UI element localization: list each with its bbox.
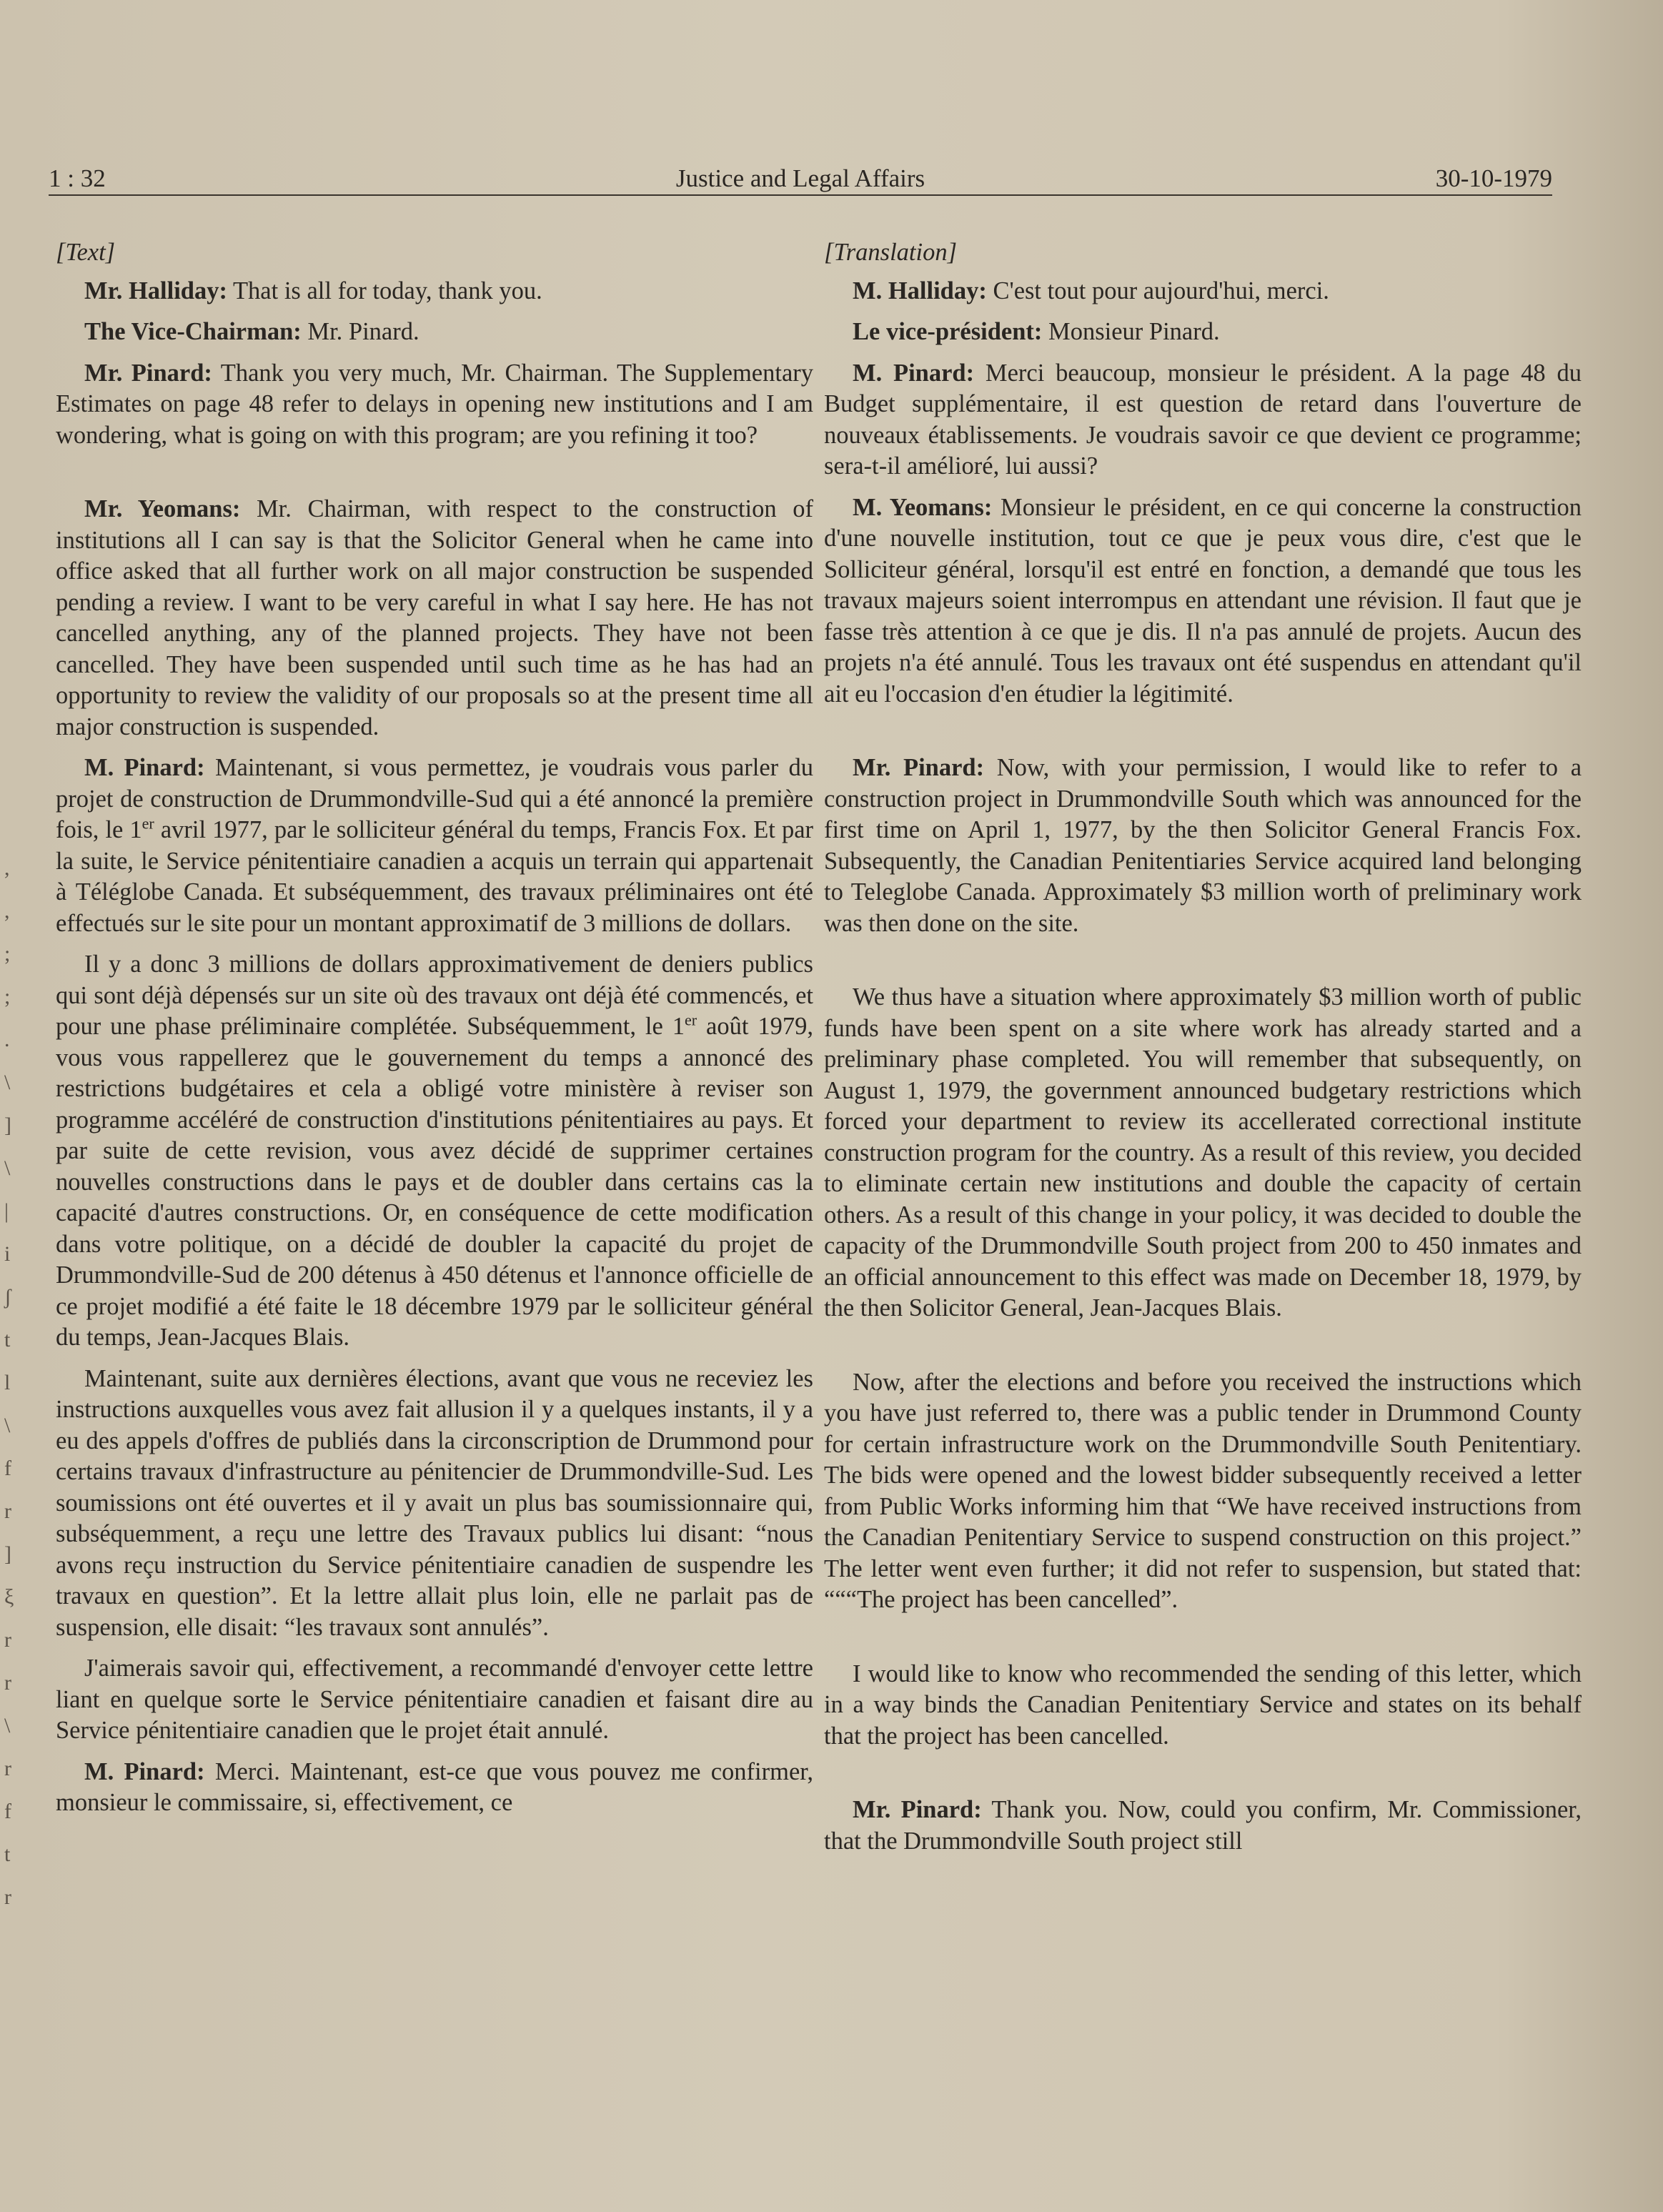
- left-column: [56, 237, 813, 1829]
- paragraph: Mr. Pinard: Thank you. Now, could you confirm, Mr. Commissioner, that the Drummondville South project still: [824, 1796, 1582, 1855]
- paragraph: M. Pinard: Maintenant, si vous permettez, je voudrais vous parler du projet de construction de Drummondville-Sud qui a été annoncé la première fois, le 1er avril 1977, par le solliciteur général du temps, Francis Fox. Et par la suite, le Service pénitentiaire canadien a acquis un terrain qui appartenait à Téléglobe Canada. Et subséquemment, des travaux préliminaires ont été effectués sur le site pour un montant approximatif de 3 millions de dollars.: [56, 754, 813, 937]
- page-number: 1 : 32: [49, 164, 106, 192]
- speaker: M. Yeomans:: [853, 493, 993, 521]
- speaker: Mr. Pinard:: [84, 359, 212, 387]
- speaker: Mr. Yeomans:: [84, 495, 241, 522]
- paragraph: J'aimerais savoir qui, effectivement, a recommandé d'envoyer cette lettre liant en quelque sorte le Service pénitentiaire canadien et faisant dire au Service pénitentiaire canadien que le projet était annulé.: [56, 1655, 813, 1744]
- column-tag: [Translation]: [824, 239, 958, 266]
- paragraph: Le vice-président: Monsieur Pinard.: [853, 318, 1220, 345]
- paragraph: We thus have a situation where approximately $3 million worth of public funds have been spent on a site where work has already started and a preliminary phase completed. You will remember that subsequently, on August 1, 1979, the government announced budgetary restrictions which forced your department to review its accellerated correctional institute construction program for the country. As a result of this review, you decided to eliminate certain new institutions and double the capacity of certain others. As a result of this change in your policy, it was decided to double the capacity of the Drummondville South project from 200 to 450 inmates and an official announcement to this effect was made on December 18, 1979, by the then Solicitor General, Jean-Jacques Blais.: [824, 983, 1582, 1321]
- paragraph: Mr. Yeomans: Mr. Chairman, with respect to the construction of institutions all I can say is that the Solicitor General when he came into office asked that all further work on all major construction be suspended pending a review. I want to be very careful in what I say here. He has not cancelled anything, any of the planned projects. They have not been cancelled. They have been suspended until such time as he has had an opportunity to review the validity of our proposals so at the present time all major construction is suspended.: [56, 495, 813, 740]
- speaker: Mr. Halliday:: [84, 277, 227, 304]
- speaker: M. Pinard:: [853, 359, 975, 387]
- running-header: [49, 163, 1552, 196]
- paragraph: Mr. Pinard: Now, with your permission, I would like to refer to a construction project in Drummondville South which was announced for the first time on April 1, 1977, by the then Solicitor General Francis Fox. Subsequently, the Canadian Penitentiaries Service acquired land belonging to Teleglobe Canada. Approximately $3 million worth of preliminary work was then done on the site.: [824, 754, 1582, 937]
- header-title: Justice and Legal Affairs: [675, 164, 925, 192]
- paragraph: Now, after the elections and before you received the instructions which you have just referred to, there was a public tender in Drummond County for certain infrastructure work on the Drummondville South Penitentiary. The bids were opened and the lowest bidder subsequently received a letter from Public Works informing him that “We have received instructions from the Canadian Penitentiary Service to suspend construction on this project.” The letter went even further; it did not refer to suspension, but stated that: “““The project has been cancelled”.: [824, 1368, 1582, 1613]
- speaker: Mr. Pinard:: [853, 754, 985, 781]
- paragraph: M. Pinard: Merci beaucoup, monsieur le président. A la page 48 du Budget supplémentaire, il est question de retard dans l'ouverture de nouveaux établissements. Je voudrais savoir ce que devient ce programme; sera-t-il amélioré, lui aussi?: [824, 359, 1582, 480]
- speaker: The Vice-Chairman:: [84, 318, 302, 345]
- speaker: M. Pinard:: [84, 1757, 205, 1785]
- paragraph: M. Pinard: Merci. Maintenant, est-ce que vous pouvez me confirmer, monsieur le commissaire, si, effectivement, ce: [56, 1757, 814, 1816]
- paragraph: Mr. Pinard: Thank you very much, Mr. Chairman. The Supplementary Estimates on page 48 refer to delays in opening new institutions and I am wondering, what is going on with this program; are you refining it too?: [56, 359, 814, 449]
- paragraph: M. Yeomans: Monsieur le président, en ce qui concerne la construction d'une nouvelle institution, tout ce que je peux vous dire, c'est que le Solliciteur général, lorsqu'il est entré en fonction, a demandé que tous les travaux majeurs soient interrompus en attendant une révision. Il faut que je fasse très attention à ce que je dis. Il n'a pas annulé de projets. Aucun des projets n'a été annulé. Tous les travaux ont été suspendus en attendant qu'il ait eu l'occasion d'en étudier la légitimité.: [824, 493, 1582, 708]
- speaker: M. Halliday:: [853, 277, 987, 304]
- paragraph: I would like to know who recommended the sending of this letter, which in a way binds the Canadian Penitentiary Service and states on its behalf that the project has been cancelled.: [824, 1660, 1582, 1750]
- paragraph: Maintenant, suite aux dernières élections, avant que vous ne receviez les instructions auxquelles vous avez fait allusion il y a quelques instants, il y a eu des appels d'offres de publiés dans la circonscription de Drummond pour certains travaux d'infrastructure au pénitencier de Drummondville-Sud. Les soumissions ont été ouvertes et il y avait un plus bas soumissionnaire qui, subséquemment, a reçu une lettre des Travaux publics lui disant: “nous avons reçu instruction du Service pénitentiaire canadien de suspendre les travaux en question”. Et la lettre allait plus loin, elle ne parlait pas de suspension, elle disait: “les travaux sont annulés”.: [56, 1364, 813, 1641]
- right-column: [824, 237, 1582, 1867]
- paragraph: Il y a donc 3 millions de dollars approximativement de deniers publics qui sont déjà dépensés sur un site où des travaux ont déjà été commencés, et pour une phase préliminaire complétée. Subséquemment, le 1er août 1979, vous vous rappellerez que le gouvernement du temps a annoncé des restrictions budgétaires et cela a obligé votre ministère à reviser son programme accéléré de construction d'institutions pénitentiaires au pays. Et par suite de cette revision, vous avez décidé de supprimer certaines nouvelles constructions dans le pays et de doubler dans certains cas la capacité d'autres constructions. Or, en conséquence de cette modification dans votre politique, on a décidé de doubler la capacité du projet de Drummondville-Sud de 200 détenus à 450 détenus et l'annonce officielle de ce projet modifié a été faite le 18 décembre 1979 par le solliciteur général du temps, Jean-Jacques Blais.: [56, 951, 813, 1351]
- speaker: Le vice-président:: [853, 318, 1043, 345]
- speaker: M. Pinard:: [84, 754, 205, 781]
- column-tag: [Text]: [56, 239, 116, 266]
- margin-marks: , , ; ; . \ ] \ | i ʃ t l \ f r ] ξ r r \ r f t r: [4, 856, 14, 1909]
- paragraph: The Vice-Chairman: Mr. Pinard.: [84, 318, 420, 345]
- paragraph: M. Halliday: C'est tout pour aujourd'hui, merci.: [853, 277, 1329, 304]
- speaker: Mr. Pinard:: [853, 1796, 982, 1823]
- header-date: 30-10-1979: [1435, 164, 1552, 192]
- paragraph: Mr. Halliday: That is all for today, thank you.: [84, 277, 542, 304]
